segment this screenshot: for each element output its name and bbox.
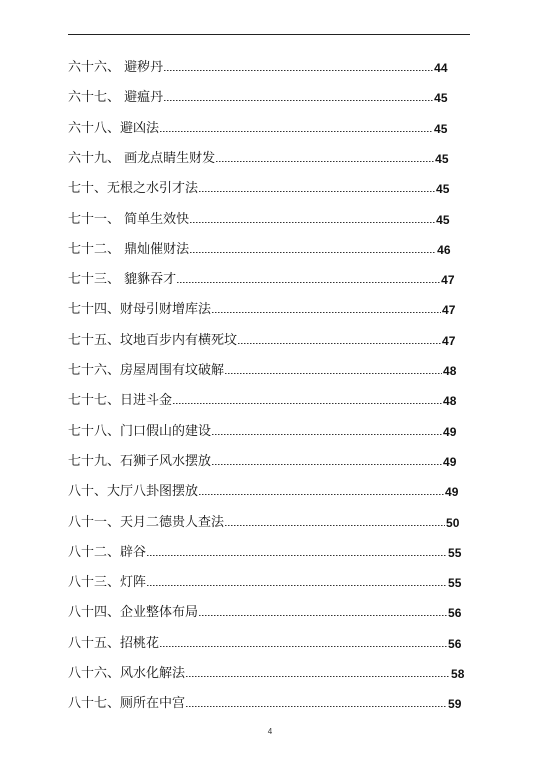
toc-entry-title: 七十、无根之水引才法	[68, 181, 199, 197]
toc-entry[interactable]	[68, 482, 458, 502]
toc-entry-title: 七十九、石狮子风水摆放	[68, 453, 212, 469]
toc-entry-page-number: 45	[436, 212, 450, 227]
toc-entry-title: 七十七、日进斗金	[68, 393, 173, 409]
toc-entry[interactable]	[68, 513, 459, 533]
toc-entry-page-number: 48	[443, 364, 457, 378]
toc-entry[interactable]	[68, 58, 448, 78]
toc-entry-title: 七十一、 简单生效快	[68, 211, 190, 227]
toc-dot-leader	[212, 300, 441, 320]
toc-dot-leader	[216, 149, 434, 169]
toc-dot-leader	[160, 634, 447, 654]
toc-entry-title: 八十一、天月二德贵人查法	[68, 514, 225, 530]
toc-entry-title: 八十五、招桃花	[68, 635, 160, 651]
toc-entry-title: 八十七、厕所在中宫	[68, 696, 186, 712]
toc-entry-title: 八十二、辟谷	[68, 544, 147, 560]
toc-dot-leader	[190, 240, 436, 260]
toc-entry-page-number: 56	[448, 636, 462, 651]
toc-entry[interactable]	[68, 452, 456, 472]
header-rule	[68, 34, 470, 35]
toc-entry-page-number: 47	[441, 273, 455, 288]
toc-entry[interactable]	[68, 543, 461, 563]
toc-entry-title: 八十三、灯阵	[68, 575, 147, 591]
toc-entry-page-number: 59	[448, 697, 462, 712]
toc-dot-leader	[190, 210, 435, 230]
toc-dot-leader	[225, 361, 442, 381]
toc-dot-leader	[225, 513, 445, 533]
toc-entry[interactable]	[68, 149, 449, 169]
toc-entry-title: 八十四、企业整体布局	[68, 605, 199, 621]
toc-dot-leader	[147, 573, 447, 593]
toc-dot-leader	[186, 664, 450, 684]
toc-dot-leader	[177, 270, 440, 290]
toc-entry-page-number: 55	[448, 545, 462, 560]
toc-entry-title: 八十六、风水化解法	[68, 666, 186, 681]
toc-entry-title: 七十五、坟地百步内有横死坟	[68, 332, 238, 348]
toc-entry[interactable]	[68, 361, 456, 381]
toc-entry[interactable]	[68, 300, 455, 320]
toc-dot-leader	[212, 422, 442, 442]
toc-dot-leader	[164, 58, 433, 78]
toc-entry-page-number: 47	[442, 333, 456, 348]
toc-entry-title: 七十二、 鼎灿催财法	[68, 241, 190, 257]
toc-entry[interactable]	[68, 331, 455, 351]
toc-dot-leader	[160, 119, 433, 139]
toc-entry-page-number: 55	[448, 576, 462, 591]
toc-dot-leader	[199, 603, 447, 623]
toc-entry-title: 七十六、房屋周围有坟破解	[68, 363, 225, 378]
toc-dot-leader	[164, 88, 433, 108]
toc-entry-title: 六十九、 画龙点睛生财发	[68, 150, 216, 166]
toc-entry-page-number: 49	[443, 424, 457, 439]
toc-entry-page-number: 44	[434, 61, 448, 75]
toc-entry[interactable]	[68, 664, 464, 684]
toc-entry-title: 八十、大厅八卦图摆放	[68, 484, 199, 500]
toc-dot-leader	[147, 543, 447, 563]
toc-entry-page-number: 47	[442, 303, 456, 318]
toc-entry[interactable]	[68, 88, 448, 108]
toc-entry-title: 六十七、 避瘟丹	[68, 90, 164, 106]
toc-dot-leader	[238, 331, 441, 351]
toc-entry[interactable]	[68, 694, 461, 714]
toc-entry[interactable]	[68, 422, 456, 442]
toc-entry-title: 六十六、 避秽丹	[68, 60, 164, 75]
toc-entry[interactable]	[68, 119, 447, 139]
toc-entry-page-number: 56	[448, 606, 462, 621]
toc-entry-title: 七十八、门口假山的建设	[68, 423, 212, 439]
toc-entry[interactable]	[68, 210, 450, 230]
toc-entry-page-number: 45	[434, 91, 448, 106]
toc-entry[interactable]	[68, 270, 455, 290]
toc-entry-title: 六十八、避凶法	[68, 120, 160, 136]
toc-entry[interactable]	[68, 573, 461, 593]
page-number: 4	[267, 727, 273, 736]
toc-dot-leader	[173, 391, 442, 411]
toc-entry-page-number: 49	[443, 454, 457, 469]
toc-dot-leader	[199, 179, 435, 199]
toc-entry-title: 七十四、财母引财增库法	[68, 302, 212, 318]
toc-entry[interactable]	[68, 603, 461, 623]
toc-entry-page-number: 48	[443, 394, 457, 409]
toc-entry[interactable]	[68, 391, 456, 411]
toc-entry-page-number: 45	[436, 182, 450, 197]
toc-entry[interactable]	[68, 240, 451, 260]
toc-entry-title: 七十三、 貔貅吞才	[68, 272, 177, 288]
toc-dot-leader	[212, 452, 442, 472]
toc-dot-leader	[199, 482, 444, 502]
toc-entry-page-number: 46	[437, 242, 451, 257]
toc-entry[interactable]	[68, 179, 449, 199]
toc-dot-leader	[186, 694, 447, 714]
toc-entry-page-number: 49	[445, 485, 459, 500]
toc-entry-page-number: 45	[435, 151, 449, 166]
toc-entry-page-number: 45	[434, 121, 448, 136]
toc-entry-page-number: 50	[446, 515, 460, 530]
toc-entry[interactable]	[68, 634, 461, 654]
toc-entry-page-number: 58	[451, 667, 465, 681]
